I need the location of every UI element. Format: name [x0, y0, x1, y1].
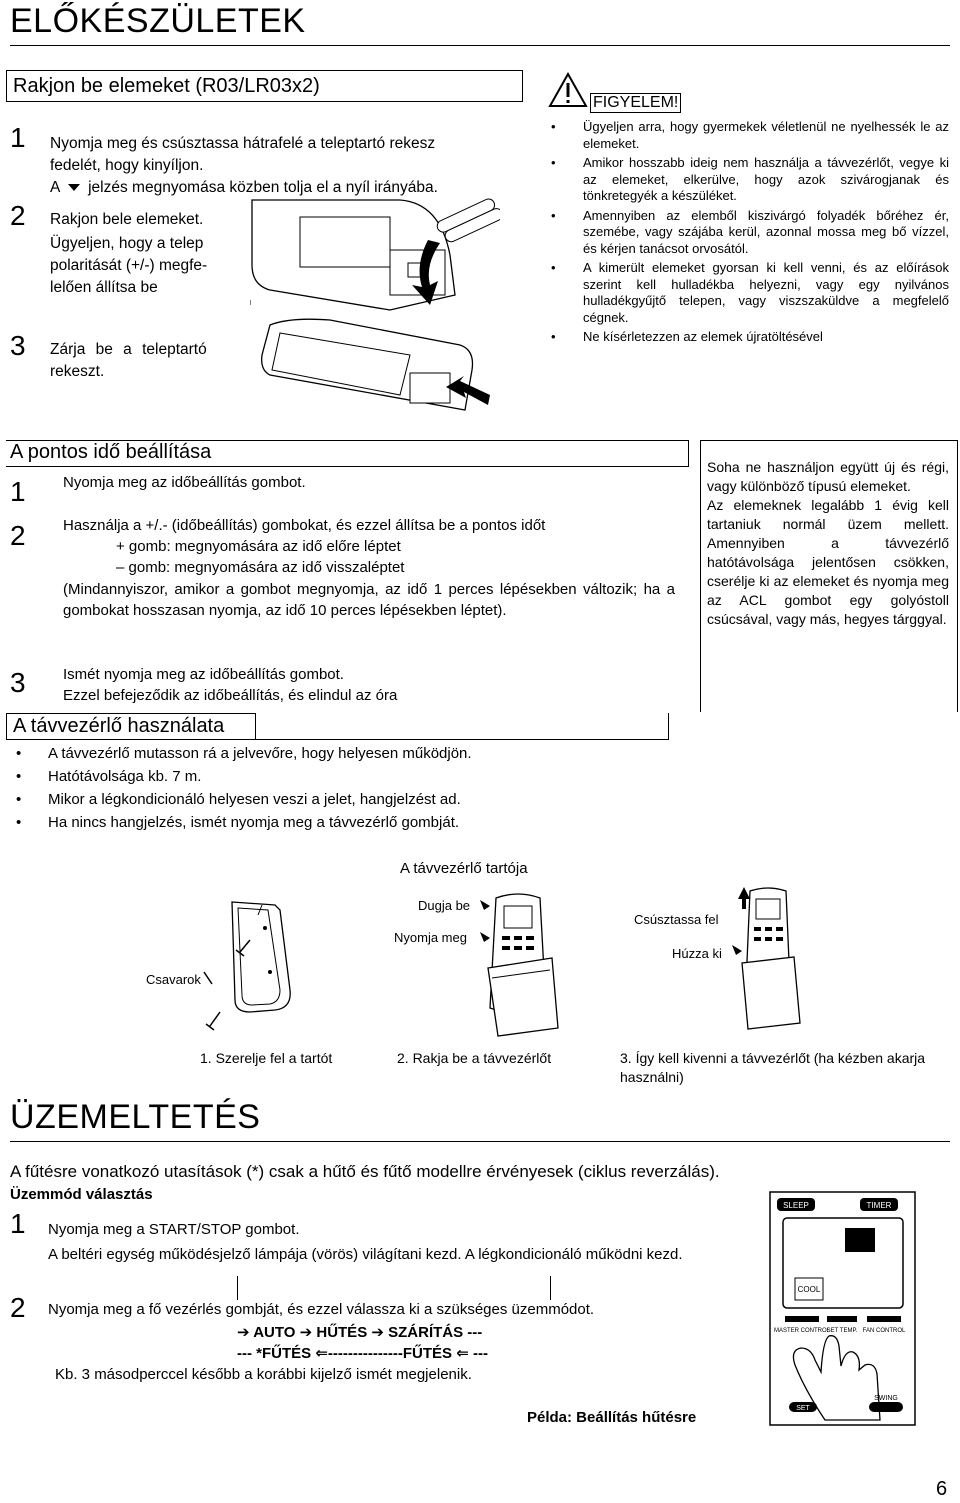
wall-bracket-illustration [140, 880, 310, 1045]
op-step1-line2: A beltéri egység működésjelző lámpája (vörös) világítani kezd. A légkondicionáló működni kezd. [48, 1246, 683, 1263]
swing-label: SWING [874, 1395, 898, 1402]
cycle-auto: AUTO [253, 1324, 296, 1341]
warning-item: • Amennyiben az elemből kiszivárgó folyadék bőréhez ér, szemébe, vagy szájába kerül, azonnal mossa meg bő vízzel, és kérjen tanácsot orvosától. [545, 208, 949, 258]
battery-icon [435, 197, 500, 244]
warning-item: • A kimerült elemeket gyorsan ki kell venni, és az előírások szerint kell hulladékba helyezni, vagy egy nyilvános hulladékgyűjtő telepen, vagy viszszaküldve a megfelelő cégnek. [545, 260, 949, 326]
sidenote-p2: Az elemeknek legalább 1 évig kell tartaniuk normál üzem mellett. Amennyiben a távvezérlő hatótávolsága jelentősen csökken, cserélje ki az elemeket és nyomja meg az ACL gombot egy golyóstoll csúcsával, vagy más, hegyes tárggyal. [707, 497, 949, 627]
callout-line [237, 1276, 238, 1300]
right-arrow-icon: ➔ [371, 1324, 384, 1341]
label-insert: Dugja be [418, 898, 471, 913]
time-step3-line1: Ismét nyomja meg az időbeállítás gombot. [63, 666, 344, 683]
label-pull: Húzza ki [672, 946, 722, 961]
holder-caption-1: 1. Szerelje fel a tartót [200, 1050, 333, 1066]
mode-cycle-line2 [237, 1343, 488, 1364]
cycle-heat: ---------------FŰTÉS [327, 1345, 453, 1362]
time-step2-number: 2 [10, 520, 26, 551]
cycle-heat-star: --- *FŰTÉS [237, 1345, 312, 1362]
remote-use-rule-v [668, 713, 669, 740]
page-number: 6 [936, 1478, 948, 1500]
warning-icon [548, 72, 588, 108]
fan-control-button[interactable] [867, 1316, 901, 1322]
battery-step1-line2: fedelét, hogy kinyíljon. [50, 157, 204, 174]
remote-use-item: • Hatótávolsága kb. 7 m. [10, 766, 650, 787]
master-control-button[interactable] [785, 1316, 819, 1322]
mode-select-title: Üzemmód választás [10, 1186, 153, 1203]
battery-step2-line2: Ügyeljen, hogy a telep [50, 235, 204, 252]
time-step2-para: (Mindannyiszor, amikor a gombot megnyomja, az idő 1 perces lépésekben változik; ha a gombokat hosszasan nyomja, az idő 10 perces lépésekben léptet). [63, 581, 675, 619]
press-arrow-icon [480, 932, 490, 942]
warning-title: FIGYELEM! [590, 93, 681, 113]
remote-remove-illustration [728, 885, 808, 1035]
battery-step1-line1: Nyomja meg és csúsztassa hátrafelé a teleptartó rekesz [50, 135, 436, 152]
holder-caption-3: 3. Így kell kivenni a távvezérlőt (ha kézben akarja használni) [620, 1050, 926, 1085]
fan-control-label: FAN CONTROL [862, 1328, 906, 1334]
battery-step2-line1: Rakjon bele elemeket. [50, 211, 204, 228]
callout-line [550, 1276, 551, 1300]
battery-step2-line4: lelően állítsa be [50, 279, 158, 296]
set-temp-label: SET TEMP. [826, 1328, 858, 1334]
time-step1-number: 1 [10, 476, 26, 507]
cycle-dash: --- [467, 1324, 483, 1341]
warning-item: • Amikor hosszabb ideig nem használja a távvezérlőt, vegye ki az elemeket, elkerülve, hogy azok szivárogjanak és tönkretegyék a készüléket. [545, 155, 949, 205]
battery-step1-number: 1 [10, 122, 26, 153]
battery-step3-line2: rekeszt. [50, 363, 105, 380]
left-arrow-icon: ⇐ [456, 1345, 469, 1362]
holder-caption-2: 2. Rakja be a távvezérlőt [397, 1050, 552, 1066]
battery-step2-number: 2 [10, 200, 26, 231]
warning-item: • Ne kísérletezzen az elemek újratöltésével [545, 329, 949, 346]
page-title: ELŐKÉSZÜLETEK [10, 2, 306, 40]
operation-rule [10, 1141, 950, 1142]
down-triangle-icon [68, 184, 80, 191]
operation-intro: A fűtésre vonatkozó utasítások (*) csak a hűtő és fűtő modellre érvényesek (ciklus reverzálás). [10, 1162, 720, 1181]
slide-up-arrow-icon [738, 887, 750, 909]
op-step1-number: 1 [10, 1208, 26, 1239]
time-section-title: A pontos idő beállítása [10, 441, 212, 463]
insert-arrow-icon [480, 900, 490, 910]
op-step1-line1: Nyomja meg a START/STOP gombot. [48, 1221, 300, 1238]
op-note: Kb. 3 másodperccel később a korábbi kijelző ismét megjelenik. [55, 1366, 472, 1383]
operation-title: ÜZEMELTETÉS [10, 1098, 261, 1136]
mode-cycle-line1 [237, 1322, 482, 1343]
time-step1-text: Nyomja meg az időbeállítás gombot. [63, 474, 306, 491]
battery-section-title: Rakjon be elemeket (R03/LR03x2) [6, 70, 523, 102]
remote-use-item: • Ha nincs hangjelzés, ismét nyomja meg a távvezérlő gombját. [10, 812, 650, 833]
swing-button[interactable] [869, 1402, 903, 1412]
remote-use-item: • Mikor a légkondicionáló helyesen veszi a jelet, hangjelzést ad. [10, 789, 650, 810]
battery-step2-line3: polaritását (+/-) megfe- [50, 257, 208, 274]
remote-insert-illustration [478, 888, 568, 1038]
cool-label: COOL [797, 1285, 821, 1294]
remote-use-item: • A távvezérlő mutasson rá a jelvevőre, hogy helyesen működjön. [10, 743, 650, 764]
battery-compartment-illustration [250, 195, 500, 420]
cycle-cool: HŰTÉS [316, 1324, 368, 1341]
right-arrow-icon: ➔ [237, 1324, 250, 1341]
time-step3-line2: Ezzel befejeződik az időbeállítás, és elindul az óra [63, 687, 398, 704]
op-step2-line1: Nyomja meg a fő vezérlés gombját, és ezzel válassza ki a szükséges üzemmódot. [48, 1301, 595, 1318]
battery-step1-line3-pre: A [50, 179, 60, 196]
time-step2-line3: – gomb: megnyomására az idő visszaléptet [116, 559, 405, 576]
set-temp-button[interactable] [827, 1316, 857, 1322]
warning-item: • Ügyeljen arra, hogy gyermekek véletlenül ne nyelhessék le az elemeket. [545, 119, 949, 152]
battery-step3-number: 3 [10, 330, 26, 361]
remote-closeup-illustration [765, 1190, 920, 1430]
label-screws: Csavarok [146, 972, 201, 987]
battery-step1-line3-post: jelzés megnyomása közben tolja el a nyíl irányába. [88, 179, 438, 196]
remote-use-list [10, 743, 650, 833]
right-arrow-icon: ➔ [299, 1324, 313, 1341]
left-arrow-icon: ⇐ [315, 1345, 328, 1362]
remote-use-title: A távvezérlő használata [6, 713, 256, 740]
master-control-label: MASTER CONTROL [773, 1328, 831, 1334]
cycle-dry: SZÁRÍTÁS [388, 1324, 464, 1341]
cycle-dash: --- [472, 1345, 488, 1362]
sleep-label: SLEEP [783, 1201, 809, 1210]
example-caption: Példa: Beállítás hűtésre [527, 1409, 697, 1426]
sidenote-text [707, 458, 949, 629]
title-rule [10, 45, 950, 46]
time-step3-number: 3 [10, 667, 26, 698]
timer-label: TIMER [866, 1201, 892, 1210]
pull-arrow-icon [732, 945, 742, 955]
sidenote-p1: Soha ne használjon együtt új és régi, vagy különböző típusú elemeket. [707, 459, 949, 494]
time-step2-line1: Használja a +/.- (időbeállítás) gombokat, és ezzel állítsa be a pontos időt [63, 517, 546, 534]
warning-list [545, 119, 949, 346]
holder-title: A távvezérlő tartója [400, 860, 528, 877]
label-press: Nyomja meg [394, 930, 467, 945]
remote-use-rule [256, 739, 669, 740]
time-step2-line2: + gomb: megnyomására az idő előre léptet [116, 538, 401, 555]
battery-step3-line1: Zárja be a teleptartó [50, 341, 207, 358]
label-slide: Csúsztassa fel [634, 912, 719, 927]
set-label: SET [796, 1405, 810, 1412]
op-step2-number: 2 [10, 1292, 26, 1323]
